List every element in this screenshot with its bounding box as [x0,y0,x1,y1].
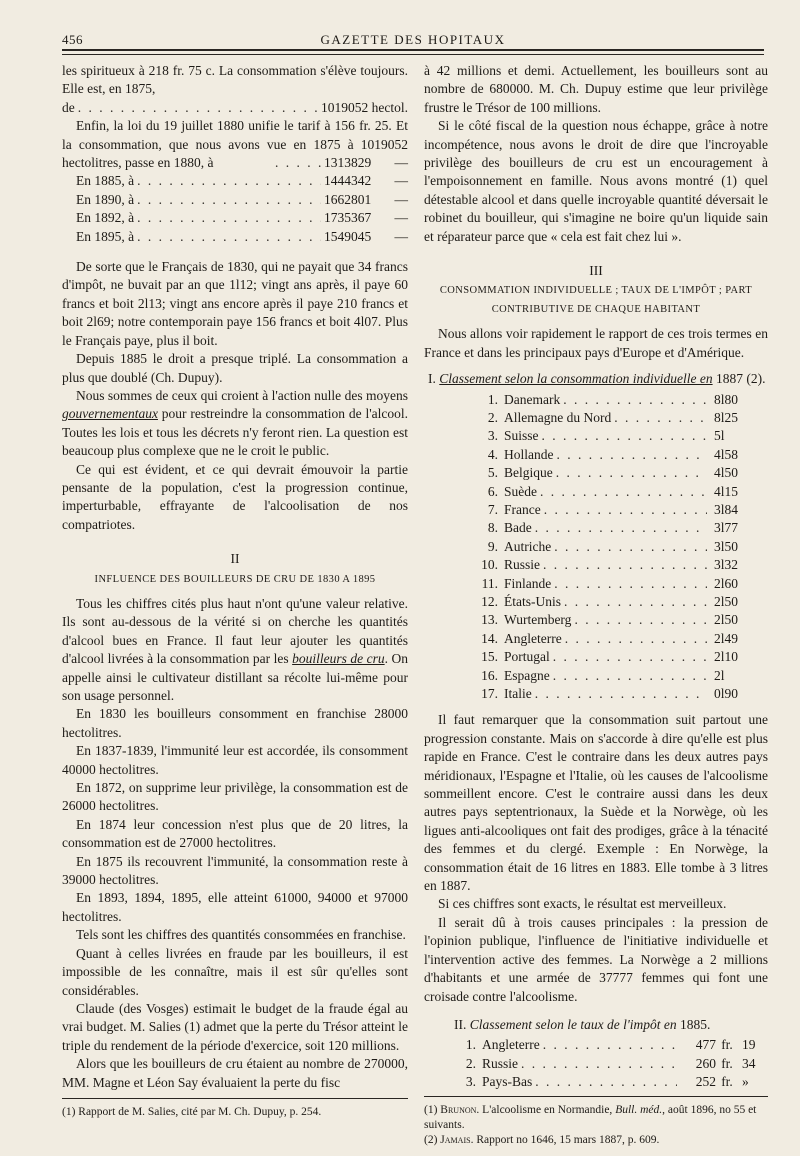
consumption-value: 2l60 [714,575,739,591]
rank-number: 8. [487,520,498,536]
paragraph: Nous allons voir rapidement le rapport de ces trois termes en France et dans les principaux pays d'Europe et d'Amérique. [424,326,768,360]
leader-dots [535,685,707,703]
consumption-value: 4l58 [714,446,739,462]
ditto-dash: — [394,155,408,171]
leader-dots [554,538,707,556]
leader-dots [556,464,707,482]
paragraph: Il serait dû à trois causes principales : la pression de l'opinion publique, l'influence de l'initiative individuelle et l'intervention active des femmes. La Norwège a 2 millions d'habitants et une armée de 37777 femmes qui font une croisade contre l'alcoolisme. [424,914,768,1004]
consumption-years-list [62,172,408,246]
list-item [424,464,768,482]
paragraph: Tels sont les chiffres des quantités consommées en franchise. [76,927,406,943]
tax-unit: fr. [721,1055,733,1071]
paragraph: Si le côté fiscal de la question nous échappe, grâce à notre incompétence, nous avons le droit de dire que l'incroyable privilège des bouilleurs de cru est un encouragement à l'empoisonnement en famille. Nous avons montré (1) quel détestable alcool et dans quelle incroyable quantité déversait le robinet du bouilleur, qui s'imagine ne boire qu'un liquide sain et réparateur parce que « cela est fait chez lui ». [424,118,768,244]
country-name: Autriche [504,538,552,554]
section-number: III [589,263,603,279]
paragraph: Alors que les bouilleurs de cru étaient au nombre de 270000, MM. Magne et Léon Say évaluaient la perte du fisc [62,1056,408,1090]
country-name: Wurtemberg [504,612,572,628]
consumption-year-row [62,228,408,246]
leader-dots [275,154,321,172]
tax-unit: fr. [721,1074,733,1090]
row-label: En 1895, à [76,228,135,244]
leader-dots [553,667,707,685]
tax-centimes: 19 [742,1037,756,1053]
section-title: INFLUENCE DES BOUILLEURS DE CRU DE 1830 A 1895 [94,573,376,585]
rank-number: 6. [487,483,498,499]
rank-number: 17. [481,686,498,701]
paragraph: Quant à celles livrées en fraude par les bouilleurs, il est impossible de les connaître, mais il est sûr qu'elles sont considérables. [62,945,408,998]
leader-dots [553,648,707,666]
section-number: II [230,551,240,567]
paragraph: En 1874 leur concession n'est plus que de 20 litres, la consommation est de 27000 hectolitres. [62,816,408,851]
paragraph: En 1893, 1894, 1895, elle atteint 61000, 94000 et 97000 hectolitres. [62,890,408,924]
rank-number: 16. [481,667,498,683]
footnote: (1) Brunon. L'alcoolisme en Normandie, Bull. méd., août 1896, no 55 et suivants. [424,1103,757,1131]
row-value: 1019052 hectol. [321,99,408,115]
footnote-rule [62,1098,408,1099]
rank-number: 9. [487,538,498,554]
leader-dots [535,1073,677,1091]
page-number: 456 [62,32,83,47]
tax-amount: 477 [695,1037,716,1053]
list-item [424,519,768,537]
ditto-dash: — [394,210,408,226]
paragraph: Claude (des Vosges) estimait le budget de la fraude égal au vrai budget. M. Salies (1) admet que la perte du Trésor atteint le triple du rendement de la période d'exercice, soit 120 millions. [62,1000,408,1053]
rank-number: 1. [487,391,498,407]
row-label: de [62,99,75,115]
list-item [424,1055,768,1073]
consumption-value: 8l25 [714,409,739,425]
consumption-year-row [62,172,408,190]
footnote-rule [424,1096,768,1097]
rank-number: 2. [487,409,498,425]
list-title: I. Classement selon la consommation individuelle en 1887 (2). [428,371,766,387]
list-item [424,409,768,427]
paragraph: De sorte que le Français de 1830, qui ne payait que 34 francs d'impôt, ne buvait par an que 1l12; vingt ans après, il paye 60 francs et boit 2l13; vingt ans encore après il paye 210 francs et boit 2l69; notre contemporain paye 156 francs et boit 4l07. Plus le Français paye, plus il boit. [62,259,408,348]
paragraph: En 1875 ils recouvrent l'immunité, la consommation reste à 39000 hectolitres. [62,853,408,888]
paragraph: En 1872, on supprime leur privilège, la consommation est de 26000 hectolitres. [62,780,408,814]
consumption-value: 3l50 [714,538,739,554]
list-item [424,538,768,556]
running-title: GAZETTE DES HOPITAUX [320,32,506,47]
paragraph: Depuis 1885 le droit a presque triplé. La consommation a plus que doublé (Ch. Dupuy). [62,351,408,385]
paragraph: Nous sommes de ceux qui croient à l'action nulle des moyens gouvernementaux pour restreindre la consommation de l'alcool. Toutes les lois et tous les décrets n'y feront rien. La question est beaucoup plus complexe que ne le croit le public. [62,387,408,459]
header-rule-thick [62,49,764,51]
footnote: (2) Jamais. Rapport no 1646, 15 mars 1887, p. 609. [424,1133,660,1146]
list-item [424,1073,768,1091]
list-item [424,611,768,629]
rank-number: 10. [481,557,498,573]
paragraph: En 1830 les bouilleurs consomment en franchise 28000 hectolitres. [62,706,408,740]
leader-dots [521,1055,677,1073]
rank-number: 12. [481,593,498,609]
country-name: France [504,501,541,517]
leader-dots [544,501,707,519]
country-name: Portugal [504,649,550,665]
rank-number: 15. [481,649,498,665]
consumption-year-row [62,191,408,209]
consumption-value: 3l84 [714,501,739,517]
paragraph: Il faut remarquer que la consommation suit partout une progression constante. Mais on s'accorde à dire qu'elle est plus rapide en France. C'est le contraire dans les deux autres pays méridionaux, l'Espagne et l'Italie, où les causes de l'alcoolisme sommeillent encore. C'est le contraire aussi dans les deux autres pays septentrionaux, la Suède et la Norwège, où les ligues anti-alcooliques ont fait des prodiges, grâce à la ténacité des femmes et du clergé. Exemple : En Norwège, la consommation était de 16 litres en 1883. Elle tombe à 3 litres en 1887. [424,712,768,894]
country-name: Russie [482,1055,519,1071]
row-value: 1549045 [324,228,372,244]
consumption-value: 4l15 [714,483,739,499]
tax-amount: 252 [695,1074,716,1090]
paragraph: Si ces chiffres sont exacts, le résultat est merveilleux. [438,896,727,912]
leader-dots [564,593,707,611]
row-value: 1662801 [324,191,372,207]
rank-number: 13. [481,612,498,628]
header-rule-thin [62,54,764,55]
consumption-value: 3l32 [714,557,739,573]
tax-unit: fr. [721,1037,733,1053]
rank-number: 14. [481,630,498,646]
country-name: Italie [504,686,532,701]
list-item [424,391,768,409]
leader-dots [574,611,707,629]
consumption-value: 2l50 [714,593,739,609]
consumption-value: 3l77 [714,520,739,536]
leader-dots [542,427,707,445]
consumption-value: 4l50 [714,465,739,481]
leader-dots [137,191,321,209]
row-value: 1444342 [324,173,372,189]
list-item [424,483,768,501]
leader-dots [565,630,707,648]
country-name: Allemagne du Nord [504,409,612,425]
rank-number: 7. [487,501,498,517]
consumption-1875-row [62,99,408,117]
leader-dots [137,172,321,190]
consumption-value: 2l [714,667,725,683]
leader-dots [543,556,707,574]
section-title: CONSOMMATION INDIVIDUELLE ; TAUX DE L'IMPÔT ; PART CONTRIBUTIVE DE CHAQUE HABITANT [439,285,753,315]
paragraph: Ce qui est évident, et ce qui devrait émouvoir la partie pensante de la population, c'est la progression continue, imperturbable, effrayante de l'alcoolisation de nos compatriotes. [62,461,408,532]
country-name: Bade [504,520,532,536]
list-item [424,446,768,464]
ditto-dash: — [394,228,408,244]
country-name: Danemark [504,391,561,407]
row-label: En 1885, à [76,173,135,189]
country-name: Belgique [504,465,553,481]
rank-number: 3. [465,1074,476,1090]
country-name: États-Unis [504,593,561,609]
list-item [424,575,768,593]
leader-dots [540,483,707,501]
rank-number: 11. [481,575,498,591]
list-item [424,630,768,648]
list-item [424,593,768,611]
country-name: Suède [504,483,537,499]
country-name: Pays-Bas [482,1074,533,1090]
tax-centimes: » [742,1074,749,1090]
rank-number: 4. [487,446,498,462]
row-label: En 1892, à [76,210,135,226]
country-name: Hollande [504,446,554,462]
left-column [62,62,408,1120]
leader-dots [563,391,707,409]
ditto-dash: — [394,191,408,207]
paragraph: En 1837-1839, l'immunité leur est accordée, ils consomment 40000 hectolitres. [62,743,408,777]
consumption-value: 2l50 [714,612,739,628]
country-name: Angleterre [504,630,562,646]
leader-dots [614,409,707,427]
list-item [424,501,768,519]
list-item [424,1036,768,1054]
leader-dots [557,446,708,464]
list-item [424,667,768,685]
list-item [424,685,768,703]
footnote: (1) Rapport de M. Salies, cité par M. Ch. Dupuy, p. 254. [62,1105,322,1118]
leader-dots [78,99,318,117]
leader-dots [554,575,707,593]
tax-centimes: 34 [742,1055,756,1071]
leader-dots [137,228,321,246]
paragraph: Enfin, la loi du 19 juillet 1880 unifie le tarif à 156 fr. 25. Et la consommation, que nous avons vue en 1875 à 1019052 hectolitres, passe en 1880, à [62,118,408,171]
right-column [424,62,768,1148]
leader-dots [543,1036,677,1054]
ditto-dash: — [394,173,408,189]
row-value: 1313829 [324,155,372,171]
country-name: Finlande [504,575,552,591]
consumption-ranking-list [424,391,768,704]
paragraph: les spiritueux à 218 fr. 75 c. La consommation s'élève toujours. Elle est, en 1875, [62,63,408,97]
list-title: II. Classement selon le taux de l'impôt en 1885. [454,1016,711,1032]
leader-dots [535,519,707,537]
tax-ranking-list [424,1036,768,1091]
rank-number: 2. [465,1055,476,1071]
consumption-value: 5l [714,428,725,444]
list-item [424,556,768,574]
consumption-value: 0l90 [714,686,739,701]
consumption-value: 2l10 [714,649,739,665]
row-label: En 1890, à [76,191,135,207]
rank-number: 1. [465,1037,476,1053]
consumption-year-row [62,209,408,227]
tax-amount: 260 [695,1055,716,1071]
rank-number: 5. [487,465,498,481]
leader-dots [137,209,321,227]
paragraph: à 42 millions et demi. Actuellement, les bouilleurs sont au nombre de 680000. M. Ch. Dupuy estime que leur privilège frustre le Trésor de 100 millions. [424,63,768,115]
rank-number: 3. [487,428,498,444]
list-item [424,427,768,445]
consumption-value: 8l80 [714,391,739,407]
paragraph: Tous les chiffres cités plus haut n'ont qu'une valeur relative. Ils sont au-dessous de la vérité si on cherche les quantités d'alcool bues en France. Il faut leur ajouter les quantités d'alcool livrées à la consommation par les bouilleurs de cru. On appelle ainsi le cultivateur distillant sa récolte lui-même pour son usage personnel. [62,595,408,704]
country-name: Espagne [504,667,550,683]
consumption-value: 2l49 [714,630,739,646]
country-name: Angleterre [482,1037,540,1053]
list-item [424,648,768,666]
country-name: Russie [504,557,541,573]
country-name: Suisse [504,428,539,444]
row-value: 1735367 [324,210,372,226]
